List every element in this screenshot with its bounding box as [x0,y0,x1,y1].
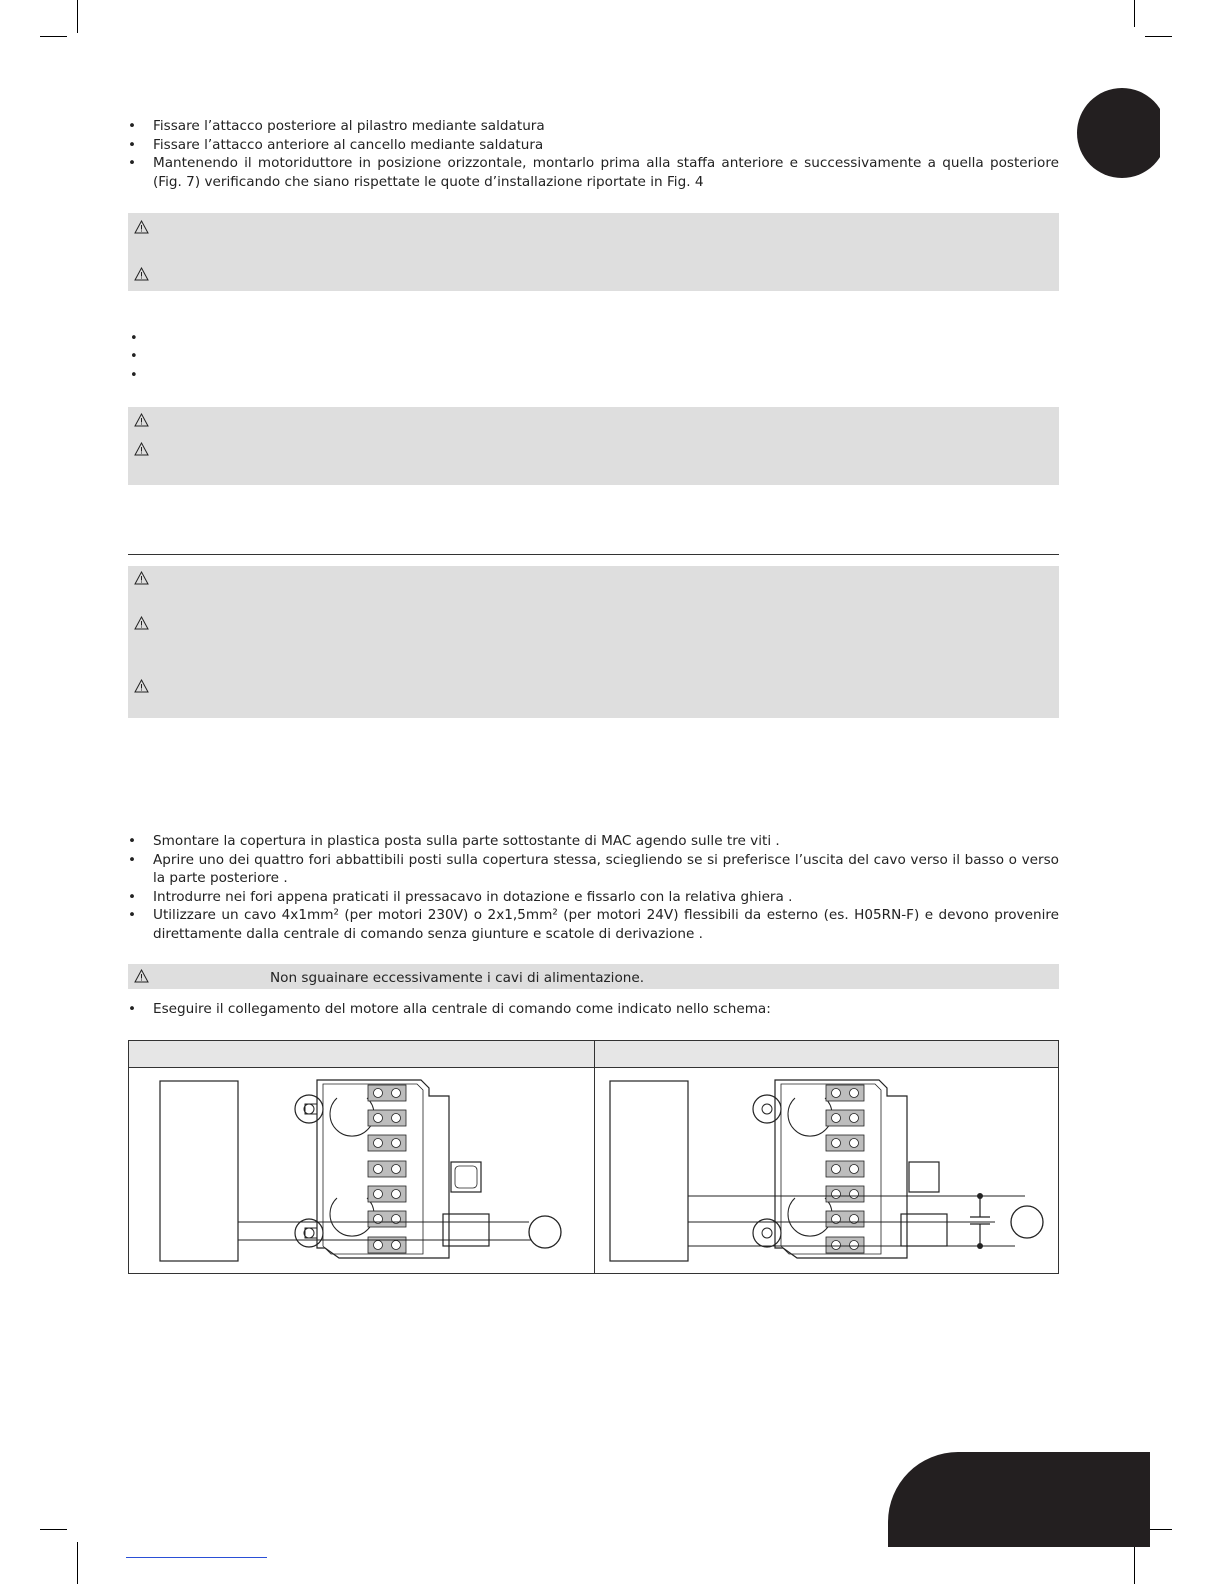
list-item: • Eseguire il collegamento del motore alla centrale di comando come indicato nello schema: [128,1000,1059,1019]
section-divider [128,554,1059,555]
list-item: • Smontare la copertura in plastica posta sulla parte sottostante di MAC agendo sulle tre viti . [128,832,1059,851]
crop-mark [1134,0,1135,27]
note-box [128,964,1059,989]
wiring-diagram-right [595,1068,1058,1273]
wiring-steps [128,832,1059,943]
list-item: • Fissare l’attacco anteriore al cancello mediante saldatura [128,136,1059,155]
section-tab [1077,88,1167,178]
list-item: • Aprire uno dei quattro fori abbattibili posti sulla copertura stessa, sciegliendo se si preferisce l’uscita del cavo verso il basso o verso la parte posteriore . [128,851,1059,888]
warning-triangle-icon [134,571,149,585]
list-item: • Introdurre nei fori appena praticati il pressacavo in dotazione e fissarlo con la relativa ghiera . [128,888,1059,907]
bullet-dot: • [130,368,138,383]
bullet-dot: • [130,349,138,364]
list-item: • Fissare l’attacco posteriore al pilastro mediante saldatura [128,117,1059,136]
warning-box [128,213,1059,291]
capacitor-icon [970,1196,990,1246]
footer-link[interactable] [126,1557,267,1558]
wiring-diagram-left [129,1068,593,1273]
warning-triangle-icon [134,413,149,427]
crop-mark [77,0,78,33]
crop-mark [77,1542,78,1584]
warning-triangle-icon [134,679,149,693]
list-item: • Mantenendo il motoriduttore in posizione orizzontale, montarlo prima alla staffa anteriore e successivamente a quella posteriore (Fig. 7) verificando che siano rispettate le quote d’installazione riportate in Fig. 4 [128,154,1059,191]
bullet-dot: • [130,331,138,346]
crop-mark [40,1529,67,1530]
page-margin [1160,80,1224,190]
installation-steps [128,117,1059,191]
crop-mark [1145,36,1172,37]
motor-circle-icon [1011,1206,1043,1238]
page-number-tab [888,1452,1150,1547]
crop-mark [40,36,67,37]
warning-triangle-icon [134,969,149,983]
crop-mark [1134,1542,1135,1584]
warning-triangle-icon [134,616,149,630]
warning-box [128,566,1059,718]
warning-box [128,407,1059,485]
warning-triangle-icon [134,220,149,234]
warning-triangle-icon [134,442,149,456]
wiring-diagram-table [128,1040,1059,1274]
list-item: • Utilizzare un cavo 4x1mm² (per motori 230V) o 2x1,5mm² (per motori 24V) flessibili da esterno (es. H05RN-F) e devono provenire direttamente dalla centrale di comando senza giunture e scatole di derivazione . [128,906,1059,943]
note-text: Non sguainare eccessivamente i cavi di alimentazione. [270,970,645,986]
connect-step [128,1000,1059,1019]
warning-triangle-icon [134,267,149,281]
motor-circle-icon [529,1216,561,1248]
